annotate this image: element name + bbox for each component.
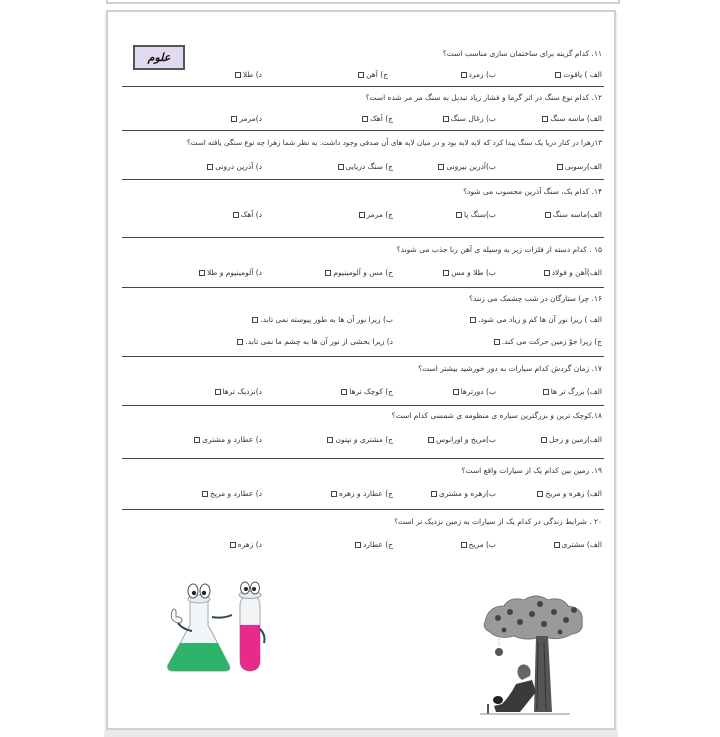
- checkbox[interactable]: [443, 116, 449, 122]
- worksheet-page: [106, 10, 616, 730]
- option-a[interactable]: الف)آهن و فولاد: [544, 268, 602, 277]
- checkbox[interactable]: [202, 491, 208, 497]
- checkbox[interactable]: [557, 164, 563, 170]
- checkbox[interactable]: [207, 164, 213, 170]
- question-11: [122, 46, 608, 86]
- option-b[interactable]: ب)مریخ و اورانوس: [428, 435, 496, 444]
- option-b[interactable]: ب) دورترها: [453, 387, 496, 396]
- checkbox[interactable]: [359, 212, 365, 218]
- divider: [122, 237, 604, 238]
- question-17: [122, 360, 608, 405]
- option-d[interactable]: د)نزدیک ترها: [215, 387, 262, 396]
- question-13: [122, 134, 608, 179]
- option-c[interactable]: ج) کوچک ترها: [341, 387, 393, 396]
- checkbox[interactable]: [231, 116, 237, 122]
- option-a[interactable]: الف)رسوبی: [557, 162, 602, 171]
- option-a[interactable]: الف) مشتری: [554, 540, 602, 549]
- option-b[interactable]: ب)سنگ پا: [456, 210, 496, 219]
- checkbox[interactable]: [338, 164, 344, 170]
- lab-glassware-illustration: [160, 577, 270, 677]
- checkbox[interactable]: [537, 491, 543, 497]
- divider: [122, 405, 604, 406]
- option-a[interactable]: الف)زمین و زحل: [541, 435, 602, 444]
- checkbox[interactable]: [237, 339, 243, 345]
- option-b[interactable]: ب)آذرین بیرونی: [438, 162, 496, 171]
- question-19: [122, 462, 608, 510]
- question-20: [122, 513, 608, 559]
- checkbox[interactable]: [494, 339, 500, 345]
- checkbox[interactable]: [438, 164, 444, 170]
- divider: [122, 356, 604, 357]
- checkbox[interactable]: [362, 116, 368, 122]
- question-text: ۲۰ . شرایط زندگی در کدام یک از سیارات به زمین نزدیک تر است؟: [394, 517, 602, 526]
- previous-page-edge: [106, 0, 620, 4]
- question-text: ۱۹. زمین بین کدام یک از سیارات واقع است؟: [461, 466, 602, 475]
- option-a[interactable]: الف) ماسه سنگ: [542, 114, 602, 123]
- checkbox[interactable]: [199, 270, 205, 276]
- checkbox[interactable]: [325, 270, 331, 276]
- question-text: ۱۳زهرا در کنار دریا یک سنگ پیدا کرد که لایه لایه بود و در میان لایه های آن صدفی وجود داشت. به نظر شما زهرا چه نوع سنگی یافته است؟: [186, 138, 602, 147]
- option-a[interactable]: الف ) زیرا نور آن ها کم و زیاد می شود.: [470, 315, 602, 324]
- checkbox[interactable]: [470, 317, 476, 323]
- checkbox[interactable]: [331, 491, 337, 497]
- divider: [122, 287, 604, 288]
- option-c[interactable]: ج) عطارد: [355, 540, 393, 549]
- question-text: ۱۶. چرا ستارگان در شب چشمک می زنند؟: [469, 294, 602, 303]
- checkbox[interactable]: [544, 270, 550, 276]
- checkbox[interactable]: [235, 72, 241, 78]
- subject-badge: علوم: [133, 45, 185, 70]
- option-a[interactable]: الف)ماسه سنگ: [545, 210, 602, 219]
- option-d[interactable]: د) آلومینیوم و طلا: [199, 268, 262, 277]
- option-a[interactable]: الف) زهره و مریخ: [537, 489, 602, 498]
- question-text: ۱۵ . کدام دسته از فلزات زیر به وسیله ی آهن ربا جذب می شوند؟: [396, 245, 602, 254]
- option-a[interactable]: الف) بزرگ تر ها: [543, 387, 602, 396]
- flask-and-test-tube-icon: [160, 577, 270, 677]
- option-d[interactable]: د) طلا: [235, 70, 262, 79]
- option-b[interactable]: ب) زیرا نور آن ها به طور پیوسته نمی تابد.: [252, 315, 393, 324]
- checkbox[interactable]: [554, 542, 560, 548]
- option-c[interactable]: ج) زیرا جوّ زمین حرکت می کند.: [494, 337, 602, 346]
- checkbox[interactable]: [215, 389, 221, 395]
- checkbox[interactable]: [194, 437, 200, 443]
- checkbox[interactable]: [453, 389, 459, 395]
- apple-tree-icon: [480, 592, 590, 724]
- option-b[interactable]: ب) مریخ: [461, 540, 496, 549]
- question-text: ۱۷. زمان گردش کدام سیارات به دور خورشید بیشتر است؟: [418, 364, 602, 373]
- question-15: [122, 241, 608, 287]
- checkbox[interactable]: [555, 72, 561, 78]
- divider: [122, 130, 604, 131]
- option-d[interactable]: د) زیرا بخشی از نور آن ها به چشم ما نمی تابد.: [237, 337, 393, 346]
- newton-apple-tree-illustration: [480, 592, 590, 724]
- question-text: ۱۴. کدام یک، سنگ آذرین محسوب می شود؟: [463, 187, 602, 196]
- checkbox[interactable]: [252, 317, 258, 323]
- option-c[interactable]: ج) آهن: [358, 70, 388, 79]
- divider: [122, 86, 604, 87]
- page-bottom-edge: [104, 730, 618, 737]
- option-c[interactable]: ج) آهک: [362, 114, 393, 123]
- option-c[interactable]: ج) عطارد و زهره: [331, 489, 393, 498]
- option-c[interactable]: ج) سنگ دریایی: [338, 162, 393, 171]
- checkbox[interactable]: [233, 212, 239, 218]
- checkbox[interactable]: [230, 542, 236, 548]
- option-b[interactable]: ب) زغال سنگ: [443, 114, 496, 123]
- option-d[interactable]: د) آذرین درونی: [207, 162, 262, 171]
- divider: [122, 458, 604, 459]
- checkbox[interactable]: [341, 389, 347, 395]
- question-16: [122, 291, 608, 357]
- option-c[interactable]: ج) مس و آلومینیوم: [325, 268, 393, 277]
- option-b[interactable]: ب) زمرد: [461, 70, 497, 79]
- question-18: [122, 408, 608, 454]
- option-d[interactable]: د) عطارد و مشتری: [194, 435, 262, 444]
- checkbox[interactable]: [355, 542, 361, 548]
- question-text: ۱۱. کدام گزینه برای ساختمان سازی مناسب است؟: [442, 49, 602, 58]
- question-text: ۱۸.کوچک ترین و بزرگترین سیاره ی منظومه ی شمسی کدام است؟: [391, 411, 602, 420]
- option-c[interactable]: ج) مشتری و نپتون: [327, 435, 393, 444]
- checkbox[interactable]: [545, 212, 551, 218]
- option-b[interactable]: ب)زهره و مشتری: [431, 489, 496, 498]
- checkbox[interactable]: [461, 72, 467, 78]
- checkbox[interactable]: [541, 437, 547, 443]
- checkbox[interactable]: [456, 212, 462, 218]
- checkbox[interactable]: [358, 72, 364, 78]
- checkbox[interactable]: [431, 491, 437, 497]
- divider: [122, 509, 604, 510]
- checkbox[interactable]: [542, 116, 548, 122]
- checkbox[interactable]: [428, 437, 434, 443]
- checkbox[interactable]: [543, 389, 549, 395]
- option-d[interactable]: د) عطارد و مریخ: [202, 489, 262, 498]
- question-text: ۱۲. کدام نوع سنگ در اثر گرما و فشار زیاد تبدیل به سنگ مر مر شده است؟: [365, 93, 602, 102]
- option-b[interactable]: ب) طلا و مس: [443, 268, 496, 277]
- question-14: [122, 184, 608, 236]
- option-d[interactable]: د) آهک: [233, 210, 262, 219]
- checkbox[interactable]: [327, 437, 333, 443]
- checkbox[interactable]: [461, 542, 467, 548]
- question-12: [122, 90, 608, 130]
- checkbox[interactable]: [443, 270, 449, 276]
- option-c[interactable]: ج) مرمر: [359, 210, 393, 219]
- divider: [122, 179, 604, 180]
- option-a[interactable]: الف ) یاقوت: [555, 70, 602, 79]
- option-d[interactable]: د)مرمر: [231, 114, 262, 123]
- option-d[interactable]: د) زهره: [230, 540, 262, 549]
